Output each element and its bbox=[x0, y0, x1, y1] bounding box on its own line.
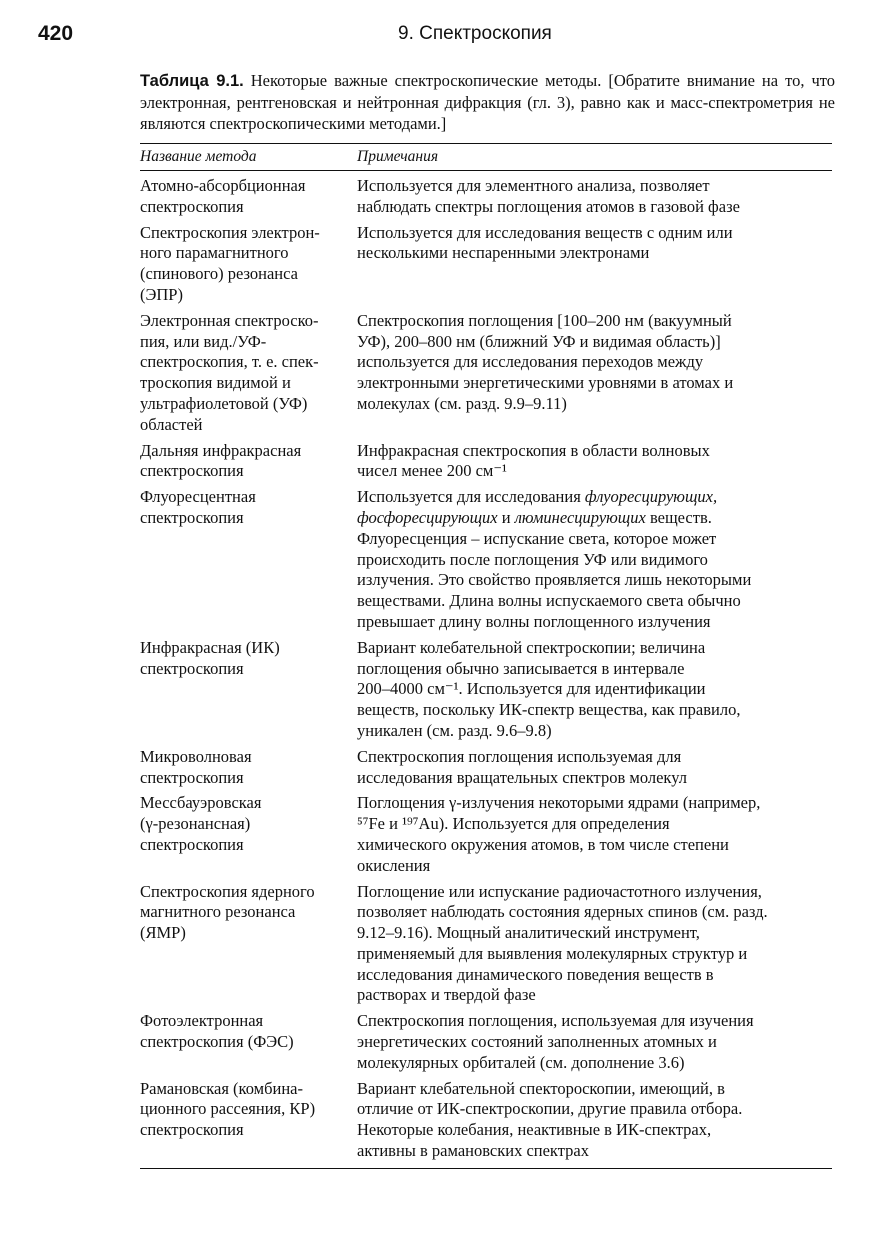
column-header-notes: Примечания bbox=[357, 148, 439, 165]
method-notes: Инфракрасная спектроскопия в области волновых чисел менее 200 см⁻¹ bbox=[357, 440, 710, 481]
table-row bbox=[140, 176, 832, 218]
table-header bbox=[140, 144, 832, 171]
method-name: Инфракрасная (ИК) спектроскопия bbox=[140, 637, 280, 678]
table-row bbox=[140, 487, 832, 633]
table-row bbox=[140, 747, 832, 789]
method-notes: Используется для элементного анализа, позволяет наблюдать спектры поглощения атомов в газовой фазе bbox=[357, 176, 740, 216]
table-row bbox=[140, 882, 832, 1007]
table-body bbox=[140, 171, 832, 1162]
method-name: Мессбауэровская (γ-резонансная) спектроскопия bbox=[140, 793, 262, 854]
notes-fragment: веществ. Флуоресценция – испускание света, которое может происходить после поглощения УФ или видимого излучения. Это свойство проявляется лишь некоторыми веществами. Длина волны испускаемого света обычно превышает длину волны поглощенного излучения bbox=[357, 507, 752, 631]
table-row bbox=[140, 1079, 832, 1162]
table-row bbox=[140, 1011, 832, 1073]
table-bottom-rule bbox=[140, 1168, 832, 1169]
spectroscopy-table bbox=[140, 143, 832, 1169]
method-notes: Поглощение или испускание радиочастотного излучения, позволяет наблюдать состояния ядерных спинов (см. разд. 9.12–9.16). Мощный аналитический инструмент, применяемый для выявления молекулярных структур и исследования динамического поведения веществ в растворах и твердой фазе bbox=[357, 881, 768, 1005]
method-name: Микроволновая спектроскопия bbox=[140, 746, 252, 787]
method-name: Дальняя инфракрасная спектроскопия bbox=[140, 440, 302, 481]
table-row bbox=[140, 223, 832, 306]
table-caption bbox=[140, 70, 835, 134]
caption-label: Таблица 9.1. bbox=[140, 72, 244, 90]
method-notes: Спектроскопия поглощения используемая для исследования вращательных спектров молекул bbox=[357, 746, 687, 787]
method-name: Флуоресцентная спектроскопия bbox=[140, 487, 256, 527]
caption-text: Некоторые важные спектроскопические методы. [Обратите внимание на то, что электронная, рентгеновская и нейтронная дифракция (гл. 3), равно как и масс-спектрометрия не являются спектроскопическими методами.] bbox=[140, 71, 835, 133]
method-notes: Поглощения γ-излучения некоторыми ядрами (например, ⁵⁷Fe и ¹⁹⁷Au). Используется для определения химического окружения атомов, в том числе степени окисления bbox=[357, 793, 761, 875]
method-notes bbox=[357, 487, 832, 633]
column-header-method: Название метода bbox=[140, 148, 257, 165]
method-name: Спектроскопия ядерного магнитного резонанса (ЯМР) bbox=[140, 881, 315, 943]
notes-fragment: люминесцирующих bbox=[514, 507, 646, 527]
method-notes: Используется для исследования веществ с одним или несколькими неспаренными электронами bbox=[357, 222, 733, 263]
notes-fragment: флуоресцирующих, bbox=[584, 487, 718, 507]
table-row bbox=[140, 311, 832, 436]
method-notes: Вариант колебательной спектроскопии; величина поглощения обычно записывается в интервале 200–4000 см⁻¹. Используется для идентификации веществ, поскольку ИК-спектр вещества, как правило, уникален (см. разд. 9.6–9.8) bbox=[357, 637, 741, 740]
notes-fragment: и bbox=[497, 507, 515, 527]
notes-fragment: фосфоресцирующих bbox=[357, 507, 498, 527]
notes-fragment: Используется для исследования bbox=[357, 487, 585, 507]
running-title: 9. Спектроскопия bbox=[398, 23, 552, 44]
method-name: Рамановская (комбина- ционного рассеяния, КР) спектроскопия bbox=[140, 1078, 316, 1140]
page-number: 420 bbox=[38, 22, 74, 45]
method-name: Электронная спектроско- пия, или вид./УФ- спектроскопия, т. е. спек- троскопия видимой и ультрафиолетовой (УФ) областей bbox=[140, 310, 319, 434]
method-notes: Вариант клебательной спекторoскопии, имеющий, в отличие от ИК-спектроскопии, другие правила отбора. Некоторые колебания, неактивные в ИК-спектрах, активны в рамановских спектрах bbox=[357, 1078, 743, 1161]
method-name: Атомно-абсорбционная спектроскопия bbox=[140, 176, 306, 216]
method-notes: Спектроскопия поглощения [100–200 нм (вакуумный УФ), 200–800 нм (ближний УФ и видимая область)] используется для исследования переходов между электронными энергетическими уровнями в атомах и молекулах (см. разд. 9.9–9.11) bbox=[357, 310, 734, 413]
method-notes: Спектроскопия поглощения, используемая для изучения энергетических состояний заполненных атомных и молекулярных орбиталей (см. дополнение 3.6) bbox=[357, 1011, 754, 1072]
table-row bbox=[140, 793, 832, 876]
method-name: Спектроскопия электрон- ного парамагнитного (спинового) резонанса (ЭПР) bbox=[140, 222, 320, 304]
page-header bbox=[38, 22, 838, 52]
table-row bbox=[140, 441, 832, 483]
table-row bbox=[140, 638, 832, 742]
method-name: Фотоэлектронная спектроскопия (ФЭС) bbox=[140, 1011, 294, 1052]
